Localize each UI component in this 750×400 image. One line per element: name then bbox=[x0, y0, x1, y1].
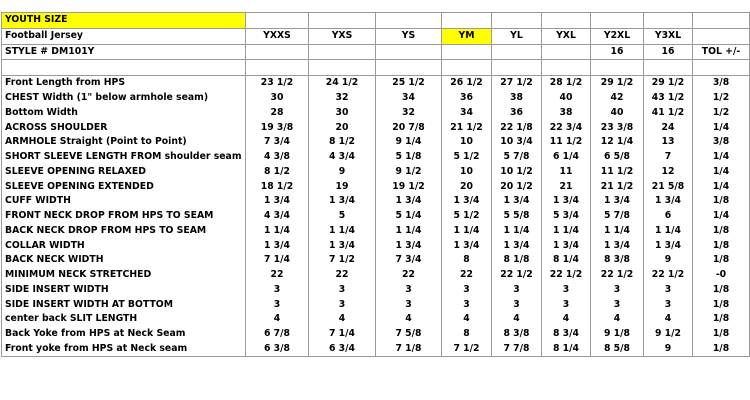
measurement-value: 34 bbox=[376, 91, 442, 106]
measurement-label: Front yoke from HPS at Neck seam bbox=[2, 342, 246, 357]
blank-cell bbox=[2, 60, 246, 76]
blank-cell bbox=[644, 13, 693, 29]
measurement-value: 22 1/8 bbox=[492, 120, 542, 135]
measurement-value: 4 bbox=[246, 312, 309, 327]
measurement-value: 1 3/4 bbox=[644, 238, 693, 253]
measurement-value: 4 3/8 bbox=[246, 150, 309, 165]
measurement-value: 6 5/8 bbox=[591, 150, 644, 165]
measurement-value: 22 1/2 bbox=[492, 268, 542, 283]
measurement-value: 4 3/4 bbox=[246, 209, 309, 224]
measurement-value: 1 3/4 bbox=[492, 194, 542, 209]
size-number bbox=[309, 44, 376, 60]
measurement-value: 4 bbox=[591, 312, 644, 327]
measurement-row bbox=[2, 268, 750, 283]
measurement-value: 10 bbox=[442, 135, 492, 150]
measurement-value: 5 1/8 bbox=[376, 150, 442, 165]
measurement-value: 7 1/2 bbox=[309, 253, 376, 268]
blank-cell bbox=[376, 60, 442, 76]
measurement-value: 8 1/4 bbox=[542, 253, 591, 268]
tolerance-value: 1/8 bbox=[693, 342, 750, 357]
measurement-value: 3 bbox=[309, 297, 376, 312]
measurement-value: 25 1/2 bbox=[376, 76, 442, 91]
tolerance-value: 1/8 bbox=[693, 327, 750, 342]
blank-cell bbox=[591, 60, 644, 76]
measurement-value: 22 1/2 bbox=[542, 268, 591, 283]
measurement-value: 3 bbox=[492, 297, 542, 312]
blank-cell bbox=[246, 60, 309, 76]
measurement-value: 1 3/4 bbox=[376, 238, 442, 253]
measurement-value: 22 bbox=[309, 268, 376, 283]
blank-cell bbox=[492, 60, 542, 76]
measurement-value: 11 1/2 bbox=[542, 135, 591, 150]
measurement-value: 42 bbox=[591, 91, 644, 106]
measurement-label: SHORT SLEEVE LENGTH FROM shoulder seam bbox=[2, 150, 246, 165]
measurement-value: 1 3/4 bbox=[591, 194, 644, 209]
measurement-value: 28 bbox=[246, 106, 309, 121]
measurement-value: 10 bbox=[442, 165, 492, 180]
tolerance-value: 1/4 bbox=[693, 150, 750, 165]
measurement-value: 1 1/4 bbox=[492, 224, 542, 239]
blank-cell bbox=[693, 13, 750, 29]
tolerance-value: 1/4 bbox=[693, 179, 750, 194]
blank-cell bbox=[542, 60, 591, 76]
tolerance-value: 1/8 bbox=[693, 312, 750, 327]
tolerance-value: 1/8 bbox=[693, 253, 750, 268]
style-number: STYLE # DM101Y bbox=[2, 44, 246, 60]
measurement-row bbox=[2, 194, 750, 209]
measurement-value: 3 bbox=[246, 297, 309, 312]
measurement-value: 5 bbox=[309, 209, 376, 224]
measurement-label: MINIMUM NECK STRETCHED bbox=[2, 268, 246, 283]
measurement-value: 8 1/4 bbox=[542, 342, 591, 357]
measurement-value: 1 3/4 bbox=[644, 194, 693, 209]
measurement-value: 36 bbox=[442, 91, 492, 106]
measurement-value: 7 1/2 bbox=[442, 342, 492, 357]
measurement-row bbox=[2, 312, 750, 327]
measurement-value: 22 bbox=[442, 268, 492, 283]
measurement-value: 3 bbox=[644, 297, 693, 312]
measurement-label: COLLAR WIDTH bbox=[2, 238, 246, 253]
measurement-value: 21 1/2 bbox=[442, 120, 492, 135]
measurement-value: 21 bbox=[542, 179, 591, 194]
blank-cell bbox=[542, 13, 591, 29]
measurement-value: 5 7/8 bbox=[591, 209, 644, 224]
measurement-value: 22 3/4 bbox=[542, 120, 591, 135]
measurement-row bbox=[2, 120, 750, 135]
measurement-value: 13 bbox=[644, 135, 693, 150]
measurement-value: 36 bbox=[492, 106, 542, 121]
measurement-label: Front Length from HPS bbox=[2, 76, 246, 91]
measurement-value: 9 1/2 bbox=[644, 327, 693, 342]
measurement-value: 1 1/4 bbox=[644, 224, 693, 239]
measurement-value: 7 7/8 bbox=[492, 342, 542, 357]
measurement-value: 24 bbox=[644, 120, 693, 135]
measurement-value: 3 bbox=[376, 283, 442, 298]
tolerance-value: 1/4 bbox=[693, 120, 750, 135]
measurement-row bbox=[2, 209, 750, 224]
measurement-value: 40 bbox=[591, 106, 644, 121]
measurement-value: 7 1/4 bbox=[246, 253, 309, 268]
measurement-value: 30 bbox=[246, 91, 309, 106]
blank-cell bbox=[693, 60, 750, 76]
tolerance-value: 1/4 bbox=[693, 165, 750, 180]
measurement-value: 29 1/2 bbox=[591, 76, 644, 91]
measurement-label: SLEEVE OPENING RELAXED bbox=[2, 165, 246, 180]
measurement-label: center back SLIT LENGTH bbox=[2, 312, 246, 327]
measurement-row bbox=[2, 150, 750, 165]
measurement-value: 10 1/2 bbox=[492, 165, 542, 180]
measurement-value: 9 bbox=[644, 253, 693, 268]
blank-cell bbox=[442, 13, 492, 29]
measurement-row bbox=[2, 224, 750, 239]
spacer-row bbox=[2, 60, 750, 76]
measurement-value: 19 1/2 bbox=[376, 179, 442, 194]
measurement-value: 1 1/4 bbox=[376, 224, 442, 239]
measurement-value: 9 bbox=[644, 342, 693, 357]
product-name: Football Jersey bbox=[2, 28, 246, 44]
tolerance-value: 1/8 bbox=[693, 238, 750, 253]
measurement-row bbox=[2, 342, 750, 357]
measurement-label: ARMHOLE Straight (Point to Point) bbox=[2, 135, 246, 150]
measurement-value: 12 bbox=[644, 165, 693, 180]
measurement-value: 8 bbox=[442, 327, 492, 342]
measurement-row bbox=[2, 253, 750, 268]
measurement-value: 7 1/8 bbox=[376, 342, 442, 357]
size-number: 16 bbox=[644, 44, 693, 60]
measurement-value: 3 bbox=[591, 297, 644, 312]
section-title: YOUTH SIZE bbox=[2, 13, 246, 29]
measurement-value: 9 bbox=[309, 165, 376, 180]
measurement-value: 32 bbox=[376, 106, 442, 121]
measurement-value: 4 bbox=[492, 312, 542, 327]
measurement-value: 20 1/2 bbox=[492, 179, 542, 194]
measurement-value: 1 3/4 bbox=[376, 194, 442, 209]
measurement-value: 3 bbox=[644, 283, 693, 298]
measurement-value: 5 1/2 bbox=[442, 150, 492, 165]
tolerance-value: 1/4 bbox=[693, 209, 750, 224]
size-number bbox=[542, 44, 591, 60]
measurement-label: Back Yoke from HPS at Neck Seam bbox=[2, 327, 246, 342]
tolerance-value: 1/8 bbox=[693, 283, 750, 298]
measurement-value: 20 bbox=[309, 120, 376, 135]
measurement-value: 1 1/4 bbox=[246, 224, 309, 239]
measurement-value: 8 3/4 bbox=[542, 327, 591, 342]
size-number bbox=[492, 44, 542, 60]
measurement-value: 1 3/4 bbox=[309, 238, 376, 253]
measurement-value: 3 bbox=[542, 297, 591, 312]
measurement-value: 1 3/4 bbox=[442, 238, 492, 253]
measurement-value: 30 bbox=[309, 106, 376, 121]
measurement-value: 1 1/4 bbox=[442, 224, 492, 239]
measurement-value: 38 bbox=[492, 91, 542, 106]
measurement-value: 3 bbox=[442, 297, 492, 312]
measurement-value: 20 bbox=[442, 179, 492, 194]
blank-cell bbox=[246, 13, 309, 29]
measurement-value: 1 3/4 bbox=[309, 194, 376, 209]
measurement-label: SIDE INSERT WIDTH bbox=[2, 283, 246, 298]
measurement-value: 5 5/8 bbox=[492, 209, 542, 224]
measurement-value: 38 bbox=[542, 106, 591, 121]
size-header: YXXS bbox=[246, 28, 309, 44]
measurement-value: 1 1/4 bbox=[309, 224, 376, 239]
measurement-value: 4 bbox=[376, 312, 442, 327]
measurement-value: 1 3/4 bbox=[246, 238, 309, 253]
size-header: Y2XL bbox=[591, 28, 644, 44]
measurement-value: 7 5/8 bbox=[376, 327, 442, 342]
measurement-value: 9 1/4 bbox=[376, 135, 442, 150]
measurement-value: 1 3/4 bbox=[542, 238, 591, 253]
measurement-value: 21 5/8 bbox=[644, 179, 693, 194]
measurement-label: ACROSS SHOULDER bbox=[2, 120, 246, 135]
tolerance-value: 3/8 bbox=[693, 76, 750, 91]
measurement-value: 5 1/2 bbox=[442, 209, 492, 224]
measurement-label: SIDE INSERT WIDTH AT BOTTOM bbox=[2, 297, 246, 312]
measurement-value: 3 bbox=[542, 283, 591, 298]
measurement-value: 5 3/4 bbox=[542, 209, 591, 224]
measurement-label: CUFF WIDTH bbox=[2, 194, 246, 209]
measurement-value: 6 3/4 bbox=[309, 342, 376, 357]
measurement-value: 3 bbox=[309, 283, 376, 298]
measurement-value: 4 bbox=[442, 312, 492, 327]
measurement-value: 19 bbox=[309, 179, 376, 194]
section-row bbox=[2, 13, 750, 29]
measurement-value: 8 1/8 bbox=[492, 253, 542, 268]
tolerance-value: -0 bbox=[693, 268, 750, 283]
size-header: YXL bbox=[542, 28, 591, 44]
measurement-value: 7 1/4 bbox=[309, 327, 376, 342]
measurement-value: 4 bbox=[309, 312, 376, 327]
measurement-value: 22 1/2 bbox=[591, 268, 644, 283]
measurement-row bbox=[2, 179, 750, 194]
measurement-value: 1 3/4 bbox=[246, 194, 309, 209]
measurement-row bbox=[2, 106, 750, 121]
measurement-value: 7 3/4 bbox=[246, 135, 309, 150]
measurement-label: CHEST Width (1" below armhole seam) bbox=[2, 91, 246, 106]
measurement-value: 41 1/2 bbox=[644, 106, 693, 121]
blank-cell bbox=[442, 60, 492, 76]
measurement-row bbox=[2, 165, 750, 180]
blank-cell bbox=[492, 13, 542, 29]
measurement-value: 3 bbox=[376, 297, 442, 312]
size-number bbox=[246, 44, 309, 60]
measurement-value: 8 5/8 bbox=[591, 342, 644, 357]
measurement-value: 4 3/4 bbox=[309, 150, 376, 165]
measurement-value: 6 bbox=[644, 209, 693, 224]
measurement-value: 1 3/4 bbox=[542, 194, 591, 209]
measurement-value: 6 1/4 bbox=[542, 150, 591, 165]
measurement-value: 8 1/2 bbox=[246, 165, 309, 180]
measurement-label: SLEEVE OPENING EXTENDED bbox=[2, 179, 246, 194]
tolerance-value: 1/8 bbox=[693, 224, 750, 239]
measurement-label: BACK NECK WIDTH bbox=[2, 253, 246, 268]
measurement-value: 3 bbox=[591, 283, 644, 298]
measurement-row bbox=[2, 91, 750, 106]
measurement-value: 27 1/2 bbox=[492, 76, 542, 91]
measurement-value: 23 3/8 bbox=[591, 120, 644, 135]
measurement-value: 8 bbox=[442, 253, 492, 268]
size-header: YL bbox=[492, 28, 542, 44]
measurement-value: 23 1/2 bbox=[246, 76, 309, 91]
blank-cell bbox=[309, 60, 376, 76]
measurement-row bbox=[2, 297, 750, 312]
size-header: YXS bbox=[309, 28, 376, 44]
measurement-value: 3 bbox=[442, 283, 492, 298]
measurement-value: 19 3/8 bbox=[246, 120, 309, 135]
measurement-value: 26 1/2 bbox=[442, 76, 492, 91]
measurement-label: FRONT NECK DROP FROM HPS TO SEAM bbox=[2, 209, 246, 224]
size-header: Y3XL bbox=[644, 28, 693, 44]
size-number: 16 bbox=[591, 44, 644, 60]
measurement-value: 32 bbox=[309, 91, 376, 106]
measurement-value: 1 3/4 bbox=[591, 238, 644, 253]
measurement-value: 9 1/2 bbox=[376, 165, 442, 180]
measurement-value: 7 3/4 bbox=[376, 253, 442, 268]
measurement-value: 1 3/4 bbox=[442, 194, 492, 209]
measurement-value: 22 1/2 bbox=[644, 268, 693, 283]
measurement-value: 1 3/4 bbox=[492, 238, 542, 253]
measurement-row bbox=[2, 76, 750, 91]
blank-cell bbox=[309, 13, 376, 29]
measurement-value: 21 1/2 bbox=[591, 179, 644, 194]
size-header: YS bbox=[376, 28, 442, 44]
measurement-value: 10 3/4 bbox=[492, 135, 542, 150]
blank-cell bbox=[376, 13, 442, 29]
measurement-value: 8 3/8 bbox=[591, 253, 644, 268]
measurement-value: 22 bbox=[246, 268, 309, 283]
measurement-value: 3 bbox=[492, 283, 542, 298]
measurement-value: 5 7/8 bbox=[492, 150, 542, 165]
blank-cell bbox=[693, 28, 750, 44]
tolerance-value: 1/8 bbox=[693, 297, 750, 312]
size-number bbox=[376, 44, 442, 60]
measurement-table bbox=[1, 12, 750, 357]
measurement-value: 1 1/4 bbox=[542, 224, 591, 239]
measurement-label: BACK NECK DROP FROM HPS TO SEAM bbox=[2, 224, 246, 239]
style-row bbox=[2, 44, 750, 60]
measurement-value: 20 7/8 bbox=[376, 120, 442, 135]
measurement-value: 4 bbox=[542, 312, 591, 327]
measurement-value: 11 1/2 bbox=[591, 165, 644, 180]
measurement-row bbox=[2, 238, 750, 253]
blank-cell bbox=[644, 60, 693, 76]
measurement-value: 12 1/4 bbox=[591, 135, 644, 150]
measurement-value: 22 bbox=[376, 268, 442, 283]
measurement-value: 7 bbox=[644, 150, 693, 165]
measurement-value: 34 bbox=[442, 106, 492, 121]
measurement-row bbox=[2, 283, 750, 298]
measurement-value: 24 1/2 bbox=[309, 76, 376, 91]
measurement-row bbox=[2, 135, 750, 150]
measurement-value: 8 3/8 bbox=[492, 327, 542, 342]
size-header: YM bbox=[442, 28, 492, 44]
measurement-value: 11 bbox=[542, 165, 591, 180]
tolerance-value: 1/2 bbox=[693, 106, 750, 121]
measurement-value: 6 3/8 bbox=[246, 342, 309, 357]
measurement-value: 4 bbox=[644, 312, 693, 327]
measurement-value: 1 1/4 bbox=[591, 224, 644, 239]
tolerance-value: 3/8 bbox=[693, 135, 750, 150]
measurement-value: 28 1/2 bbox=[542, 76, 591, 91]
measurement-value: 5 1/4 bbox=[376, 209, 442, 224]
size-header-row bbox=[2, 28, 750, 44]
measurement-label: Bottom Width bbox=[2, 106, 246, 121]
tolerance-value: 1/8 bbox=[693, 194, 750, 209]
measurement-value: 18 1/2 bbox=[246, 179, 309, 194]
blank-cell bbox=[591, 13, 644, 29]
measurement-value: 40 bbox=[542, 91, 591, 106]
measurement-value: 8 1/2 bbox=[309, 135, 376, 150]
measurement-value: 3 bbox=[246, 283, 309, 298]
size-number bbox=[442, 44, 492, 60]
tolerance-value: 1/2 bbox=[693, 91, 750, 106]
measurement-value: 43 1/2 bbox=[644, 91, 693, 106]
measurement-value: 29 1/2 bbox=[644, 76, 693, 91]
measurement-value: 6 7/8 bbox=[246, 327, 309, 342]
tolerance-header: TOL +/- bbox=[693, 44, 750, 60]
measurement-value: 9 1/8 bbox=[591, 327, 644, 342]
measurement-row bbox=[2, 327, 750, 342]
